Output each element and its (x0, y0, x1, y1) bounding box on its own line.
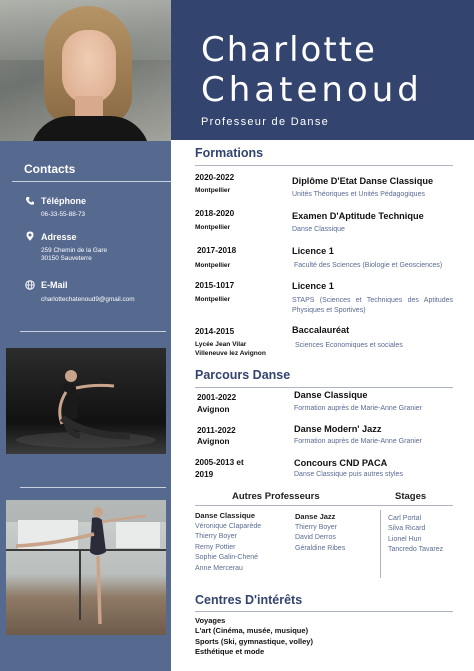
formation-desc: Unités Théoriques et Unités Pédagogiques (292, 191, 425, 198)
formation-place: Lycée Jean Vilar (195, 341, 247, 348)
phone-value[interactable]: 06-33-55-88-73 (41, 211, 86, 218)
job-title: Professeur de Danse (201, 116, 330, 128)
sidebar-divider-1 (20, 331, 166, 332)
parcours-item-desc: Formation auprès de Marie-Anne Granier (294, 405, 423, 412)
formation-place: Montpellier (195, 187, 231, 194)
list-item: Thierry Boyer (295, 524, 338, 531)
formation-place: Montpellier (195, 262, 231, 269)
formation-title: Baccalauréat (292, 325, 350, 335)
formation-place: Montpellier (195, 224, 231, 231)
formation-title: Examen D'Aptitude Technique (292, 211, 424, 221)
interets-divider (195, 611, 453, 612)
list-item: Anne Mercerau (195, 564, 243, 572)
parcours-item-title: Danse Classique (294, 390, 368, 400)
parcours-item-title: Concours CND PACA (294, 458, 388, 468)
globe-icon (25, 280, 35, 290)
first-name: Charlotte (201, 30, 377, 70)
professeurs-divider (195, 505, 453, 506)
parcours-title: Parcours Danse (195, 368, 291, 382)
danse-classique-head: Danse Classique (195, 511, 256, 520)
autres-professeurs-title: Autres Professeurs (232, 491, 320, 502)
formation-title: Licence 1 (292, 281, 334, 291)
list-item: L'art (Cinéma, musée, musique) (195, 626, 309, 636)
parcours-date: 2001-2022 (197, 393, 237, 402)
map-pin-icon (25, 231, 35, 241)
email-label: E-Mail (41, 280, 68, 290)
parcours-date: 2005-2013 et (195, 458, 244, 467)
address-label: Adresse (41, 232, 77, 242)
danse-classique-list (195, 522, 261, 574)
parcours-item-desc: Danse Classique puis autres styles (294, 471, 403, 478)
formation-place: Montpellier (195, 296, 231, 303)
formation-date: 2015-1017 (195, 281, 235, 290)
formation-date: 2018-2020 (195, 209, 235, 218)
list-item: Géraldine Ribes (295, 544, 346, 552)
list-item: Silva Ricard (388, 525, 426, 533)
parcours-place: Avignon (197, 437, 230, 446)
header (171, 0, 474, 140)
list-item: Remy Pottier (195, 543, 236, 551)
list-item: Thierry Boyer (195, 533, 238, 541)
parcours-date: 2011-2022 (197, 426, 236, 435)
phone-label: Téléphone (41, 196, 87, 206)
formation-place-2: Villeneuve lez Avignon (195, 350, 266, 357)
formation-desc: Faculté des Sciences (Biologie et Geosciences) (294, 262, 443, 269)
interets-list (195, 616, 313, 657)
parcours-item-desc: Formation auprès de Marie-Anne Granier (294, 438, 423, 445)
list-item: Véronique Claparède (195, 523, 262, 530)
stages-separator (380, 510, 381, 578)
list-item: Voyages (195, 616, 226, 625)
parcours-place: Avignon (197, 405, 230, 414)
formation-date: 2020-2022 (195, 173, 235, 182)
formation-date: 2014-2015 (195, 327, 235, 336)
email-value[interactable]: charlottechatenoud9@gmail.com (41, 296, 135, 303)
danse-jazz-list (295, 523, 345, 554)
formations-divider (195, 165, 453, 166)
formation-desc: Danse Classique (292, 226, 345, 233)
list-item: Lionel Hun (388, 535, 422, 543)
formation-date: 2017-2018 (197, 246, 237, 255)
formation-desc: Sciences Economiques et sociales (295, 342, 403, 349)
formation-title: Diplôme D'Etat Danse Classique (292, 176, 434, 186)
stages-title: Stages (395, 491, 427, 502)
list-item: Carl Portal (388, 515, 422, 522)
interets-title: Centres D'intérêts (195, 593, 303, 607)
parcours-date-2: 2019 (195, 470, 214, 479)
dancer-photo-barre (6, 500, 166, 635)
phone-icon (25, 196, 35, 206)
parcours-divider (195, 387, 453, 388)
profile-photo (0, 0, 171, 141)
formations-title: Formations (195, 146, 264, 160)
list-item: Esthétique et mode (195, 646, 265, 656)
address-line-2: 30150 Sauveterre (41, 255, 92, 262)
list-item: Sports (Ski, gymnastique, volley) (195, 636, 313, 646)
list-item: Tancredo Tavarez (388, 546, 444, 554)
sidebar-divider-2 (20, 487, 166, 488)
address-line-1: 259 Chemin de la Gare (41, 247, 108, 254)
contacts-title: Contacts (24, 162, 76, 176)
last-name: Chatenoud (201, 70, 423, 110)
parcours-item-title: Danse Modern' Jazz (294, 424, 382, 434)
danse-jazz-head: Danse Jazz (295, 512, 336, 521)
list-item: David Derros (295, 534, 336, 542)
formation-title: Licence 1 (292, 246, 334, 256)
contacts-divider (12, 181, 171, 182)
stages-list (388, 514, 443, 556)
dancer-photo-floor (6, 348, 166, 454)
formation-desc: STAPS (Sciences et Techniques des Aptitudes Physiques et Sportives) (292, 297, 453, 314)
list-item: Sophie Galin-Chené (195, 554, 259, 562)
